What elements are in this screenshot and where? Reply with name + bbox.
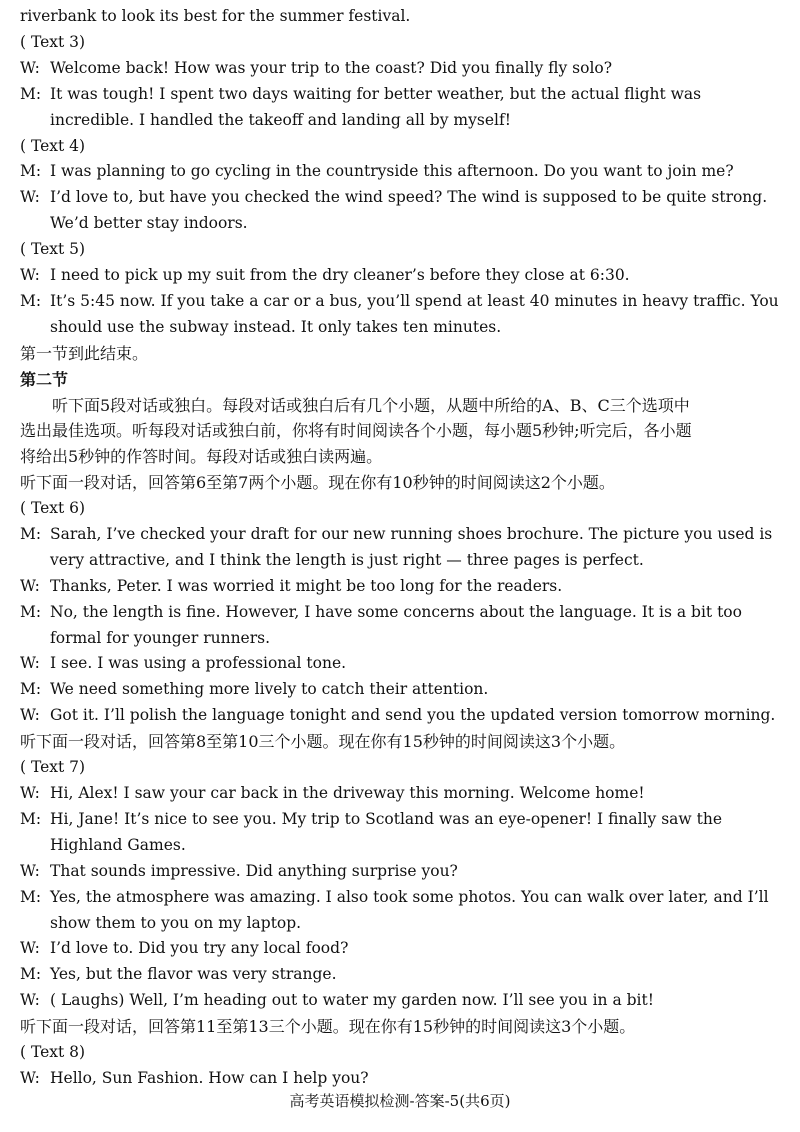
speaker-label: M: bbox=[20, 809, 42, 828]
dialogue-line bbox=[20, 159, 780, 185]
transcript-body bbox=[20, 4, 780, 1092]
speaker-label: W: bbox=[20, 939, 40, 958]
speaker-label: W: bbox=[20, 266, 40, 284]
section-2-heading: 第二节 bbox=[20, 369, 69, 389]
dialogue-line bbox=[20, 988, 780, 1014]
dialogue-text: I need to pick up my suit from the dry cleaner’s before they close at 6:30. bbox=[50, 266, 630, 284]
speaker-label: M: bbox=[20, 291, 42, 310]
speaker-label: M: bbox=[20, 680, 42, 699]
dialogue-line bbox=[20, 807, 780, 859]
text-8-heading: ( Text 8) bbox=[20, 1043, 86, 1062]
dialogue-text: ( Laughs) Well, I’m heading out to water my garden now. I’ll see you in a bit! bbox=[50, 991, 654, 1010]
dialogue-line bbox=[20, 522, 780, 574]
dialogue-line bbox=[20, 677, 780, 703]
dialogue-text: No, the length is fine. However, I have some concerns about the language. It is a bit too formal for younger runners. bbox=[50, 602, 742, 647]
dialogue-text: Hi, Alex! I saw your car back in the driveway this morning. Welcome home! bbox=[50, 783, 645, 802]
dialogue-text: It was tough! I spent two days waiting for better weather, but the actual flight was incredible. I handled the takeoff and landing all by myself! bbox=[50, 84, 702, 129]
text-3-heading: ( Text 3) bbox=[20, 32, 86, 51]
dialogue-line bbox=[20, 962, 780, 988]
text-6-heading: ( Text 6) bbox=[20, 499, 86, 518]
instructions-line: 听下面5段对话或独白。每段对话或独白后有几个小题，从题中所给的A、B、C三个选项中 bbox=[52, 395, 690, 415]
dialogue-text: Hello, Sun Fashion. How can I help you? bbox=[50, 1068, 369, 1087]
speaker-label: M: bbox=[20, 965, 42, 984]
speaker-label: W: bbox=[20, 1068, 40, 1087]
dialogue-line bbox=[20, 600, 780, 652]
text-5-heading: ( Text 5) bbox=[20, 240, 86, 259]
question-prompt: 听下面一段对话，回答第11至第13三个小题。现在你有15秒钟的时间阅读这3个小题。 bbox=[20, 1017, 636, 1037]
dialogue-text: That sounds impressive. Did anything surprise you? bbox=[50, 861, 458, 880]
speaker-label: W: bbox=[20, 861, 40, 880]
dialogue-text: Welcome back! How was your trip to the coast? Did you finally fly solo? bbox=[50, 58, 613, 77]
dialogue-line bbox=[20, 574, 780, 600]
question-prompt: 听下面一段对话，回答第8至第10三个小题。现在你有15秒钟的时间阅读这3个小题。 bbox=[20, 732, 626, 752]
dialogue-line bbox=[20, 1066, 780, 1092]
text-line: riverbank to look its best for the summer festival. bbox=[20, 7, 411, 25]
dialogue-text: I see. I was using a professional tone. bbox=[50, 654, 347, 673]
dialogue-text: Thanks, Peter. I was worried it might be too long for the readers. bbox=[50, 576, 563, 595]
speaker-label: W: bbox=[20, 188, 40, 207]
dialogue-line bbox=[20, 651, 780, 677]
instructions-line: 选出最佳选项。听每段对话或独白前，你将有时间阅读各个小题，每小题5秒钟;听完后，各小题 bbox=[20, 421, 692, 441]
dialogue-text: Yes, the atmosphere was amazing. I also took some photos. You can walk over later, and I’ll show them to you on my laptop. bbox=[50, 887, 769, 932]
dialogue-line bbox=[20, 703, 780, 729]
dialogue-text: I’d love to, but have you checked the wind speed? The wind is supposed to be quite strong. We’d better stay indoors. bbox=[50, 188, 768, 233]
dialogue-text: I’d love to. Did you try any local food? bbox=[50, 939, 349, 958]
dialogue-line bbox=[20, 185, 780, 237]
section-1-end: 第一节到此结束。 bbox=[20, 343, 149, 363]
speaker-label: W: bbox=[20, 783, 40, 802]
dialogue-text: I was planning to go cycling in the countryside this afternoon. Do you want to join me? bbox=[50, 162, 734, 181]
dialogue-line bbox=[20, 263, 780, 289]
dialogue-line bbox=[20, 936, 780, 962]
question-prompt: 听下面一段对话，回答第6至第7两个小题。现在你有10秒钟的时间阅读这2个小题。 bbox=[20, 473, 615, 493]
page-footer: 高考英语模拟检测-答案-5(共6页) bbox=[289, 1092, 511, 1110]
speaker-label: W: bbox=[20, 654, 40, 673]
dialogue-text: Got it. I’ll polish the language tonight and send you the updated version tomorrow morning. bbox=[50, 706, 776, 725]
speaker-label: W: bbox=[20, 576, 40, 595]
dialogue-text: It’s 5:45 now. If you take a car or a bus, you’ll spend at least 40 minutes in heavy traffic. You should use the subway instead. It only takes ten minutes. bbox=[50, 291, 779, 336]
speaker-label: M: bbox=[20, 84, 42, 103]
speaker-label: M: bbox=[20, 602, 42, 621]
speaker-label: M: bbox=[20, 524, 42, 543]
dialogue-text: Sarah, I’ve checked your draft for our new running shoes brochure. The picture you used is very attractive, and I think the length is just right — three pages is perfect. bbox=[50, 524, 773, 569]
dialogue-text: We need something more lively to catch their attention. bbox=[50, 680, 489, 699]
dialogue-line bbox=[20, 859, 780, 885]
dialogue-text: Yes, but the flavor was very strange. bbox=[50, 965, 337, 984]
text-4-heading: ( Text 4) bbox=[20, 136, 86, 155]
speaker-label: W: bbox=[20, 991, 40, 1010]
speaker-label: W: bbox=[20, 58, 40, 77]
text-7-heading: ( Text 7) bbox=[20, 758, 86, 777]
dialogue-line bbox=[20, 781, 780, 807]
dialogue-text: Hi, Jane! It’s nice to see you. My trip to Scotland was an eye-opener! I finally saw the Highland Games. bbox=[50, 809, 723, 854]
dialogue-line bbox=[20, 56, 780, 82]
dialogue-line bbox=[20, 885, 780, 937]
speaker-label: M: bbox=[20, 162, 42, 181]
dialogue-line bbox=[20, 289, 780, 341]
instructions-line: 将给出5秒钟的作答时间。每段对话或独白读两遍。 bbox=[20, 447, 383, 467]
speaker-label: M: bbox=[20, 887, 42, 906]
speaker-label: W: bbox=[20, 706, 40, 725]
dialogue-line bbox=[20, 82, 780, 134]
